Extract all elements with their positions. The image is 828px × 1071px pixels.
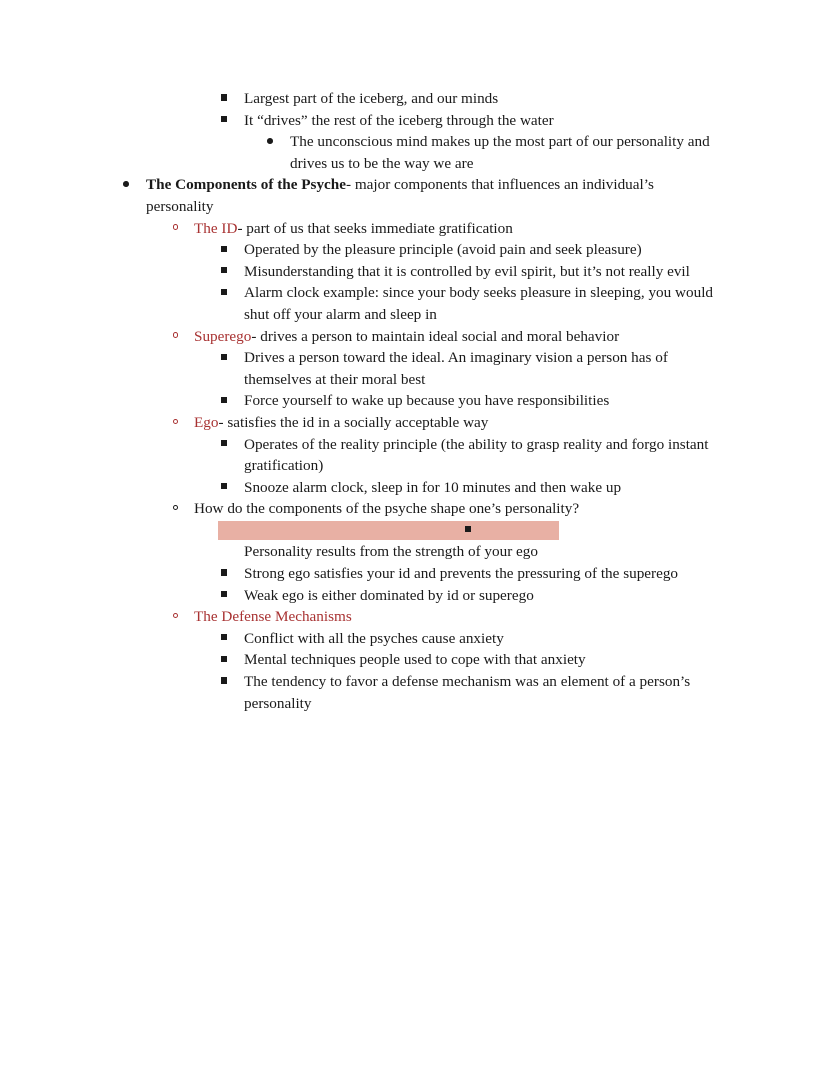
outline-item-superego-force-wake bbox=[0, 390, 828, 412]
circle-bullet-icon bbox=[173, 218, 189, 240]
bullet-glyph bbox=[221, 267, 227, 273]
text-run: Superego bbox=[194, 327, 252, 345]
text-run: Ego bbox=[194, 413, 219, 431]
outline-item-text: Drives a person toward the ideal. An imaginary vision a person has of themselves at their moral best bbox=[244, 349, 668, 388]
square-bullet-icon bbox=[221, 282, 237, 304]
circle-bullet-icon bbox=[173, 412, 189, 434]
outline-item-the-id bbox=[0, 218, 828, 240]
outline-row bbox=[0, 498, 828, 520]
outline-item-text: Force yourself to wake up because you have responsibilities bbox=[244, 392, 610, 410]
outline-row bbox=[0, 585, 828, 607]
square-bullet-icon bbox=[221, 347, 237, 369]
square-bullet-icon bbox=[221, 261, 237, 283]
notes-outline bbox=[0, 88, 828, 714]
square-bullet-icon bbox=[221, 239, 237, 261]
outline-item-text bbox=[194, 606, 722, 628]
outline-item-superego-ideal bbox=[0, 347, 828, 390]
text-run: - part of us that seeks immediate gratification bbox=[237, 219, 513, 237]
bullet-glyph bbox=[221, 116, 227, 122]
bullet-glyph bbox=[221, 354, 227, 360]
outline-item-text: The tendency to favor a defense mechanism was an element of a person’s personality bbox=[244, 673, 691, 712]
outline-row bbox=[0, 282, 828, 325]
outline-item-unconscious-mind bbox=[0, 131, 828, 174]
outline-item-text: Weak ego is either dominated by id or superego bbox=[244, 586, 534, 604]
bullet-glyph bbox=[173, 224, 178, 229]
outline-row bbox=[0, 412, 828, 434]
bullet-glyph bbox=[221, 440, 227, 446]
bullet-glyph bbox=[267, 138, 273, 144]
outline-item-weak-ego bbox=[0, 585, 828, 607]
bullet-glyph bbox=[221, 634, 227, 640]
circle-bullet-icon bbox=[173, 606, 189, 628]
outline-item-text: Strong ego satisfies your id and prevents the pressuring of the superego bbox=[244, 565, 679, 583]
text-run: The Defense Mechanisms bbox=[194, 608, 352, 626]
outline-item-text bbox=[194, 412, 722, 434]
square-bullet-icon bbox=[221, 585, 237, 607]
bullet-glyph bbox=[221, 289, 227, 295]
outline-item-text: It “drives” the rest of the iceberg through the water bbox=[244, 111, 554, 129]
outline-item-text bbox=[194, 218, 722, 240]
outline-row bbox=[0, 434, 828, 477]
bullet-glyph bbox=[173, 505, 178, 510]
square-bullet-icon bbox=[465, 522, 471, 539]
outline-item-dm-tendency-favor bbox=[0, 671, 828, 714]
outline-item-id-pleasure-principle bbox=[0, 239, 828, 261]
outline-item-text: Operated by the pleasure principle (avoid pain and seek pleasure) bbox=[244, 241, 642, 259]
outline-item-text: The unconscious mind makes up the most part of our personality and drives us to be the way we are bbox=[290, 133, 710, 172]
circle-bullet-icon bbox=[173, 498, 189, 520]
bullet-glyph bbox=[221, 569, 227, 575]
outline-item-strong-ego bbox=[0, 563, 828, 585]
text-run: The ID bbox=[194, 219, 238, 237]
text-highlight bbox=[218, 521, 559, 540]
outline-item-text: Snooze alarm clock, sleep in for 10 minutes and then wake up bbox=[244, 478, 622, 496]
square-bullet-icon bbox=[221, 563, 237, 585]
text-run: - satisfies the id in a socially acceptable way bbox=[218, 413, 489, 431]
outline-item-components-of-psyche bbox=[0, 174, 828, 217]
outline-item-how-shape-personality bbox=[0, 498, 828, 520]
outline-row bbox=[0, 326, 828, 348]
outline-item-text: Personality results from the strength of your ego bbox=[244, 543, 538, 561]
outline-item-text: Alarm clock example: since your body seeks pleasure in sleeping, you would shut off your alarm and sleep in bbox=[244, 284, 714, 323]
text-run: - major components that influences an individual’s personality bbox=[146, 176, 654, 215]
outline-item-id-misunderstanding bbox=[0, 261, 828, 283]
outline-item-text: Conflict with all the psyches cause anxiety bbox=[244, 629, 504, 647]
square-bullet-icon bbox=[221, 628, 237, 650]
outline-row bbox=[0, 261, 828, 283]
outline-item-drives-rest bbox=[0, 110, 828, 132]
bullet-glyph bbox=[221, 483, 227, 489]
outline-row bbox=[0, 88, 828, 110]
bullet-glyph bbox=[221, 397, 227, 403]
square-bullet-icon bbox=[221, 88, 237, 110]
outline-item-text: How do the components of the psyche shape one’s personality? bbox=[194, 500, 580, 518]
bullet-glyph bbox=[221, 656, 227, 662]
outline-row bbox=[0, 390, 828, 412]
text-run: - drives a person to maintain ideal social and moral behavior bbox=[251, 327, 620, 345]
outline-row bbox=[0, 649, 828, 671]
outline-item-superego bbox=[0, 326, 828, 348]
square-bullet-icon bbox=[221, 649, 237, 671]
outline-row bbox=[0, 347, 828, 390]
outline-row bbox=[0, 520, 828, 563]
outline-row bbox=[0, 239, 828, 261]
outline-item-text bbox=[146, 174, 722, 217]
outline-item-dm-conflict-anxiety bbox=[0, 628, 828, 650]
bullet-glyph bbox=[173, 419, 178, 424]
outline-item-defense-mechanisms bbox=[0, 606, 828, 628]
outline-row bbox=[0, 606, 828, 628]
bullet-glyph bbox=[221, 677, 227, 683]
bullet-glyph bbox=[221, 94, 227, 100]
outline-item-ego-snooze bbox=[0, 477, 828, 499]
outline-row bbox=[0, 218, 828, 240]
bullet-glyph bbox=[221, 591, 227, 597]
text-run: The Components of the Psyche bbox=[146, 176, 346, 194]
outline-item-ego bbox=[0, 412, 828, 434]
bullet-glyph bbox=[221, 246, 227, 252]
square-bullet-icon bbox=[221, 671, 237, 693]
outline-item-text bbox=[194, 326, 722, 348]
outline-item-personality-strength-ego bbox=[0, 520, 828, 563]
outline-item-ego-reality-principle bbox=[0, 434, 828, 477]
outline-item-text: Mental techniques people used to cope with that anxiety bbox=[244, 651, 586, 669]
outline-row bbox=[0, 477, 828, 499]
bullet-glyph bbox=[173, 613, 178, 618]
outline-row bbox=[0, 628, 828, 650]
bullet-glyph bbox=[123, 181, 129, 187]
bullet-glyph bbox=[173, 332, 178, 337]
outline-item-text: Misunderstanding that it is controlled by evil spirit, but it’s not really evil bbox=[244, 262, 690, 280]
outline-row bbox=[0, 174, 828, 217]
outline-item-id-alarm-clock bbox=[0, 282, 828, 325]
disc-bullet-icon bbox=[123, 174, 139, 196]
outline-row bbox=[0, 110, 828, 132]
outline-row bbox=[0, 563, 828, 585]
bullet-glyph bbox=[465, 526, 471, 532]
square-bullet-icon bbox=[221, 434, 237, 456]
square-bullet-icon bbox=[221, 110, 237, 132]
disc-bullet-icon bbox=[267, 131, 283, 153]
outline-item-dm-mental-techniques bbox=[0, 649, 828, 671]
outline-item-text: Operates of the reality principle (the ability to grasp reality and forgo instant gratification) bbox=[244, 435, 709, 475]
outline-item-largest-part bbox=[0, 88, 828, 110]
outline-item-text: Largest part of the iceberg, and our minds bbox=[244, 90, 499, 107]
square-bullet-icon bbox=[221, 390, 237, 412]
outline-row bbox=[0, 671, 828, 714]
outline-row bbox=[0, 131, 828, 174]
circle-bullet-icon bbox=[173, 326, 189, 348]
square-bullet-icon bbox=[221, 477, 237, 499]
